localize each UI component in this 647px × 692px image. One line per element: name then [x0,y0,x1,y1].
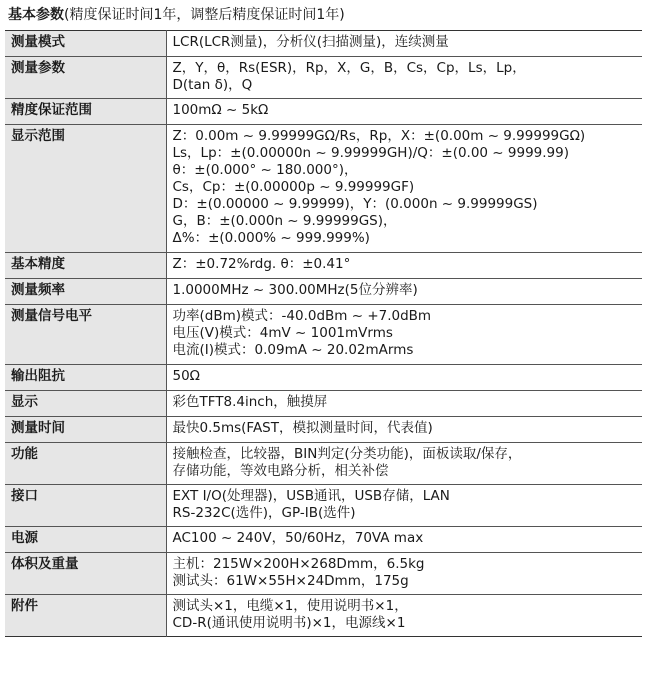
spec-value [166,57,642,99]
spec-value [166,485,642,527]
spec-value [166,365,642,391]
spec-label: 精度保证范围 [5,99,166,125]
spec-header [5,6,642,30]
spec-row [5,125,642,253]
spec-label: 电源 [5,527,166,553]
spec-value-line: 测试头×1，电缆×1，使用说明书×1， [172,598,408,614]
spec-value-line: 主机：215W×200H×268Dmm，6.5kg [172,556,425,572]
spec-label: 显示 [5,391,166,417]
spec-value-line: 100mΩ ~ 5kΩ [172,102,269,118]
spec-value-line: 50Ω [172,368,200,384]
spec-value [166,31,642,57]
spec-value [166,125,642,253]
spec-value-line: 电压(V)模式：4mV ~ 1001mVrms [172,325,393,341]
spec-label: 测量信号电平 [5,305,166,365]
spec-label: 接口 [5,485,166,527]
spec-row [5,443,642,485]
spec-value [166,305,642,365]
spec-row [5,417,642,443]
spec-label: 体积及重量 [5,553,166,595]
spec-title: 基本参数 [8,7,64,23]
spec-value-line: 功率(dBm)模式：-40.0dBm ~ +7.0dBm [172,308,432,324]
spec-row [5,279,642,305]
spec-row [5,527,642,553]
spec-value-line: 1.0000MHz ~ 300.00MHz(5位分辨率) [172,282,418,298]
spec-value [166,279,642,305]
spec-label: 功能 [5,443,166,485]
spec-value-line: 彩色TFT8.4inch，触摸屏 [172,394,328,410]
spec-row [5,365,642,391]
spec-row [5,553,642,595]
spec-row [5,485,642,527]
spec-label: 附件 [5,595,166,637]
spec-value-line: Δ%：±(0.000% ~ 999.999%) [172,230,370,246]
spec-row [5,99,642,125]
spec-row [5,57,642,99]
spec-value-line: CD-R(通讯使用说明书)×1，电源线×1 [172,615,406,631]
spec-label: 基本精度 [5,253,166,279]
spec-label: 输出阻抗 [5,365,166,391]
spec-row [5,595,642,637]
spec-label: 测量参数 [5,57,166,99]
spec-row [5,253,642,279]
spec-value [166,99,642,125]
spec-label: 测量模式 [5,31,166,57]
spec-value-line: θ：±(0.000° ~ 180.000°)， [172,162,358,178]
spec-value-line: Cs，Cp：±(0.00000p ~ 9.99999GF) [172,179,415,195]
spec-value [166,595,642,637]
spec-value [166,527,642,553]
spec-value [166,391,642,417]
spec-subtitle: (精度保证时间1年，调整后精度保证时间1年) [64,7,345,23]
spec-row [5,305,642,365]
spec-value-line: Z，Y，θ，Rs(ESR)，Rp，X，G，B，Cs，Cp，Ls，Lp， [172,60,526,76]
spec-value-line: 电流(I)模式：0.09mA ~ 20.02mArms [172,342,414,358]
spec-value-line: Z：0.00m ~ 9.99999GΩ/Rs，Rp，X：±(0.00m ~ 9.99999GΩ) [172,128,586,144]
spec-value-line: Ls，Lp：±(0.00000n ~ 9.99999GH)/Q：±(0.00 ~ 9999.99) [172,145,570,161]
spec-label: 测量频率 [5,279,166,305]
spec-value [166,553,642,595]
spec-label: 测量时间 [5,417,166,443]
spec-value-line: Z：±0.72%rdg. θ：±0.41° [172,256,351,272]
spec-value-line: 存储功能，等效电路分析，相关补偿 [172,463,389,479]
spec-value [166,417,642,443]
spec-value-line: 测试头：61W×55H×24Dmm，175g [172,573,409,589]
spec-value-line: 接触检查，比较器，BIN判定(分类功能)，面板读取/保存， [172,446,522,462]
spec-value-line: D(tan δ)，Q [172,77,253,93]
spec-value [166,253,642,279]
spec-value-line: EXT I/O(处理器)，USB通讯，USB存储，LAN [172,488,450,504]
spec-value-line: 最快0.5ms(FAST，模拟测量时间，代表值) [172,420,433,436]
spec-value-line: G，B：±(0.000n ~ 9.99999GS)， [172,213,397,229]
spec-value-line: D：±(0.00000 ~ 9.99999)，Y：(0.000n ~ 9.99999GS) [172,196,538,212]
spec-value [166,443,642,485]
spec-row [5,31,642,57]
spec-label: 显示范围 [5,125,166,253]
spec-value-line: LCR(LCR测量)，分析仪(扫描测量)，连续测量 [172,34,449,50]
spec-table [5,30,642,637]
spec-value-line: AC100 ~ 240V，50/60Hz，70VA max [172,530,424,546]
spec-value-line: RS-232C(选件)，GP-IB(选件) [172,505,356,521]
spec-row [5,391,642,417]
